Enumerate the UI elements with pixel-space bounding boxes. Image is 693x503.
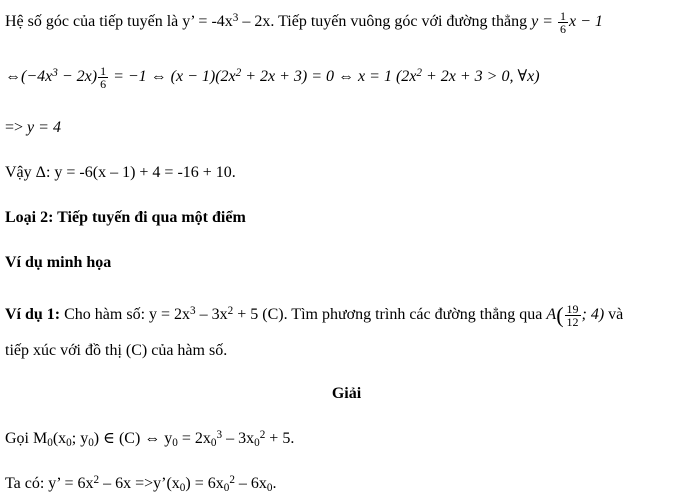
fraction	[565, 303, 581, 328]
text-run: – 6x =>y’(x	[99, 475, 180, 492]
subscript: 0	[254, 436, 260, 449]
text-run: Ví dụ minh họa	[5, 254, 112, 271]
text-run: Ta có: y’ = 6x	[5, 475, 94, 492]
text-run: Giải	[331, 385, 362, 402]
fraction	[98, 65, 108, 90]
point-label: A	[546, 306, 557, 324]
text-run: .	[272, 475, 277, 492]
math-expression	[531, 9, 603, 36]
text-run: (x	[52, 430, 67, 447]
exponent: 3	[232, 12, 239, 25]
subscript: 0	[210, 436, 217, 449]
example-1-statement	[5, 303, 623, 328]
text-run: + 5.	[265, 430, 295, 447]
math-expression: y = 4	[27, 119, 61, 136]
subscript: 0	[179, 481, 186, 494]
text-run: Vậy Δ: y = -6(x – 1) + 4 = -16 + 10.	[5, 164, 236, 181]
fraction-numerator: 1	[559, 9, 566, 23]
exponent: 2	[229, 473, 235, 486]
text-run: và	[604, 306, 624, 324]
text-run: – 3x	[222, 430, 255, 447]
exponent: 3	[190, 305, 196, 318]
text-run: – 6x	[234, 475, 267, 492]
fraction-denominator: 6	[559, 22, 566, 36]
math-tail: x − 1	[568, 13, 603, 31]
open-paren: (	[556, 302, 564, 328]
text-run: ; y	[71, 430, 89, 447]
exponent: 3	[216, 428, 223, 441]
text-run: ) = 6x	[185, 475, 224, 492]
section-heading-type-2	[5, 207, 246, 229]
text-run: Hệ số góc của tiếp tuyến là y’ = -4x	[5, 13, 233, 31]
math-part: + 2x + 3) = 0 ⇔ x = 1 (2x	[241, 68, 417, 86]
exponent: 2	[93, 473, 100, 486]
conclusion-tangent-line	[5, 162, 236, 184]
fraction-denominator: 6	[100, 77, 107, 91]
point-tail: ; 4)	[581, 306, 605, 324]
subscript: 0	[266, 481, 273, 494]
exponent: 2	[259, 428, 266, 441]
fraction-numerator: 1	[100, 64, 107, 78]
math-part: + 2x + 3 > 0, ∀x)	[421, 68, 540, 86]
text-run: – 3x	[195, 306, 228, 324]
exponent: 2	[227, 305, 234, 318]
example-label: Ví dụ 1:	[5, 306, 61, 324]
subheading-examples	[5, 252, 111, 274]
text-run: Gọi M	[5, 430, 48, 447]
exponent: 2	[416, 67, 422, 80]
text-run: = 2x	[177, 430, 211, 447]
subscript: 0	[172, 436, 178, 449]
subscript: 0	[223, 481, 230, 494]
text-run: Loại 2: Tiếp tuyến đi qua một điểm	[5, 209, 246, 226]
equation-perpendicular-condition	[5, 65, 540, 90]
math-part: ⇔(−4x	[5, 68, 53, 86]
solution-step-point	[5, 428, 294, 450]
text-run: – 2x. Tiếp tuyến vuông góc với đường thẳng	[238, 13, 532, 31]
subscript: 0	[88, 436, 94, 449]
math-part: = −1 ⇔ (x − 1)(2x	[109, 68, 236, 86]
subscript: 0	[47, 436, 53, 449]
fraction-denominator: 12	[566, 315, 579, 329]
exponent: 2	[235, 67, 242, 80]
fraction-numerator: 19	[566, 302, 579, 316]
solution-step-derivative	[5, 473, 277, 495]
paragraph-slope-intro	[5, 10, 603, 35]
exponent: 3	[52, 67, 58, 80]
implies-arrow: =>	[5, 119, 28, 136]
subscript: 0	[66, 436, 72, 449]
text-run: tiếp xúc với đồ thị (C) của hàm số.	[5, 342, 228, 359]
fraction	[558, 10, 568, 35]
math-part: − 2x)	[57, 68, 98, 86]
result-y-value	[5, 117, 61, 139]
point-a	[546, 302, 605, 329]
text-run: + 5 (C). Tìm phương trình các đường thẳng qua	[233, 306, 547, 324]
text-run: Cho hàm số: y = 2x	[60, 306, 191, 324]
solution-heading	[0, 383, 693, 405]
example-1-continuation	[5, 340, 227, 362]
text-run: ) ∈ (C) ⇔ y	[93, 430, 173, 447]
math-y: y =	[531, 13, 557, 31]
